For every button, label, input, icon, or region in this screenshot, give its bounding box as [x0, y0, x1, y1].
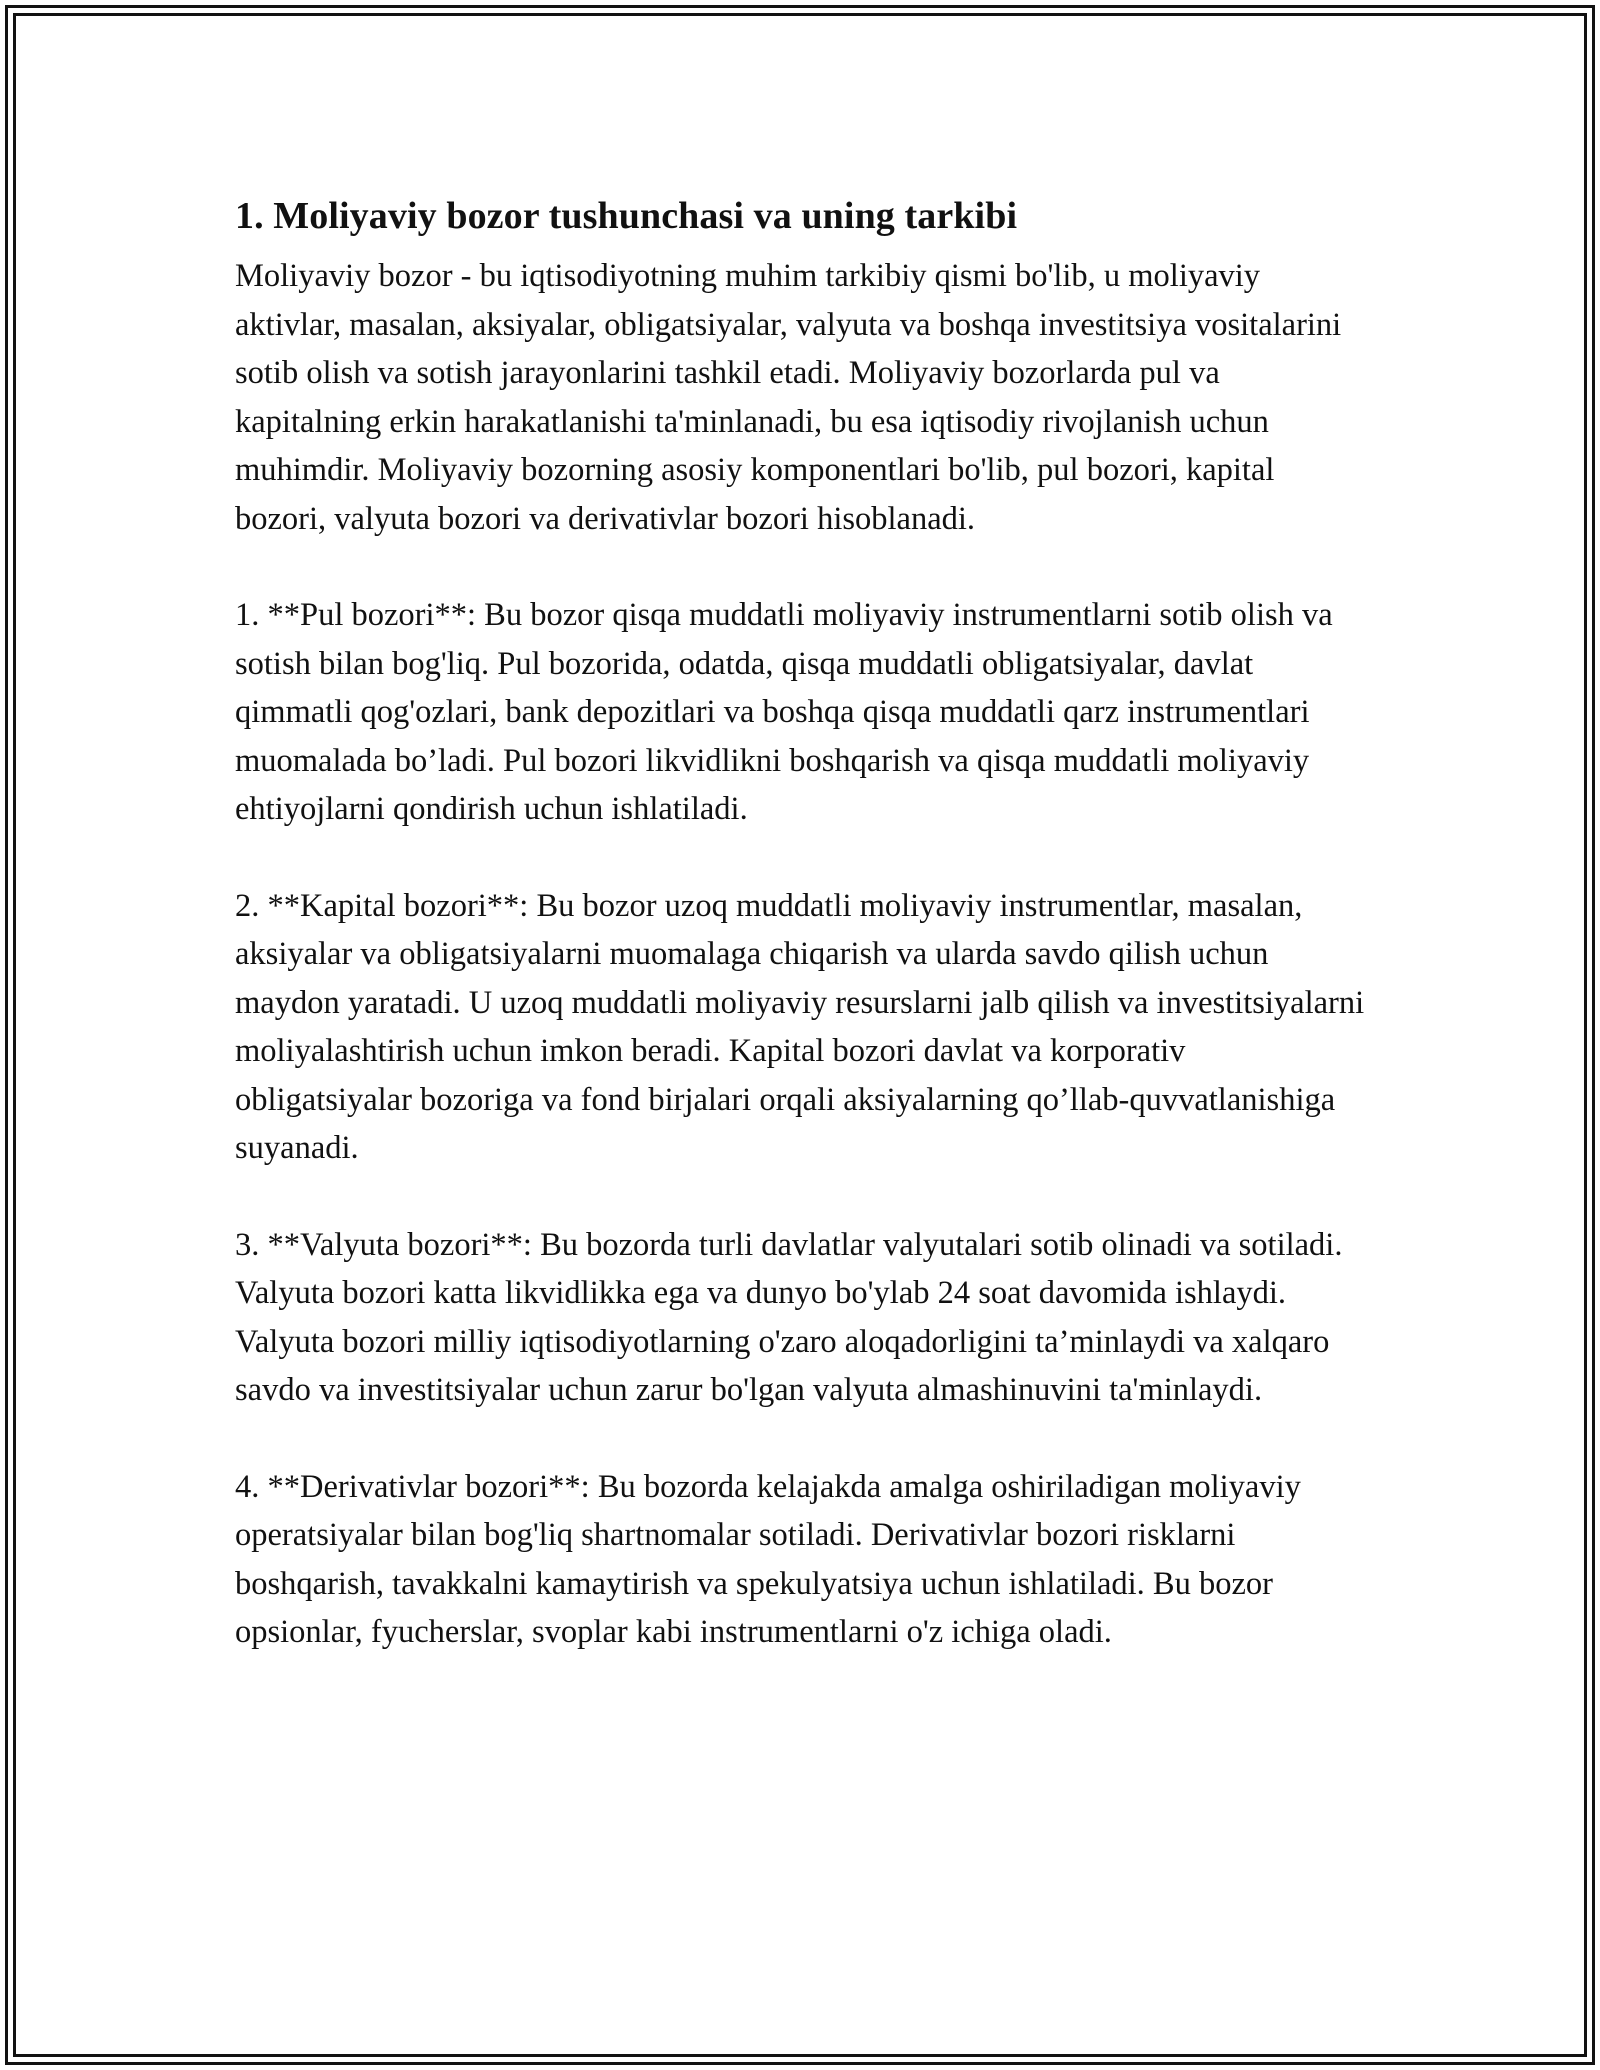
paragraph-gap — [235, 1415, 1365, 1463]
paragraph-gap — [235, 543, 1365, 591]
section-heading: 1. Moliyaviy bozor tushunchasi va uning tarkibi — [235, 195, 1018, 237]
list-item-kapital-bozori: 2. **Kapital bozori**: Bu bozor uzoq muddatli moliyaviy instrumentlar, masalan, aksiyalar va obligatsiyalarni muomalaga chiqarish va ularda savdo qilish uchun maydon yaratadi. U uzoq muddatli moliyaviy resurslarni jalb qilish va investitsiyalarni moliyalashtirish uchun imkon beradi. Kapital bozori davlat va korporativ obligatsiyalar bozoriga va fond birjalari orqali aksiyalarning qo’llab-quvvatlanishiga suyanadi. — [235, 887, 1365, 1166]
list-item-valyuta-bozori: 3. **Valyuta bozori**: Bu bozorda turli davlatlar valyutalari sotib olinadi va sotiladi. Valyuta bozori katta likvidlikka ega va dunyo bo'ylab 24 soat davomida ishlaydi. Valyuta bozori milliy iqtisodiyotlarning o'zaro aloqadorligini ta’minlaydi va xalqaro savdo va investitsiyalar uchun zarur bo'lgan valyuta almashinuvini ta'minlaydi. — [235, 1226, 1343, 1408]
paragraph-gap — [235, 834, 1365, 882]
document-body — [235, 190, 1365, 1657]
intro-paragraph: Moliyaviy bozor - bu iqtisodiyotning muhim tarkibiy qismi bo'lib, u moliyaviy aktivlar, masalan, aksiyalar, obligatsiyalar, valyuta va boshqa investitsiya vositalarini sotib olish va sotish jarayonlarini tashkil etadi. Moliyaviy bozorlarda pul va kapitalning erkin harakatlanishi ta'minlanadi, bu esa iqtisodiy rivojlanish uchun muhimdir. Moliyaviy bozorning asosiy komponentlari bo'lib, pul bozori, kapital bozori, valyuta bozori va derivativlar bozori hisoblanadi. — [235, 258, 1342, 537]
list-item-derivativlar-bozori: 4. **Derivativlar bozori**: Bu bozorda kelajakda amalga oshiriladigan moliyaviy operatsiyalar bilan bog'liq shartnomalar sotiladi. Derivativlar bozori risklarni boshqarish, tavakkalni kamaytirish va spekulyatsiya uchun ishlatiladi. Bu bozor opsionlar, fyucherslar, svoplar kabi instrumentlarni o'z ichiga oladi. — [235, 1468, 1301, 1650]
paragraph-gap — [235, 1173, 1365, 1221]
list-item-pul-bozori: 1. **Pul bozori**: Bu bozor qisqa muddatli moliyaviy instrumentlarni sotib olish va sotish bilan bog'liq. Pul bozorida, odatda, qisqa muddatli obligatsiyalar, davlat qimmatli qog'ozlari, bank depozitlari va boshqa qisqa muddatli qarz instrumentlari muomalada bo’ladi. Pul bozori likvidlikni boshqarish va qisqa muddatli moliyaviy ehtiyojlarni qondirish uchun ishlatiladi. — [235, 597, 1333, 827]
